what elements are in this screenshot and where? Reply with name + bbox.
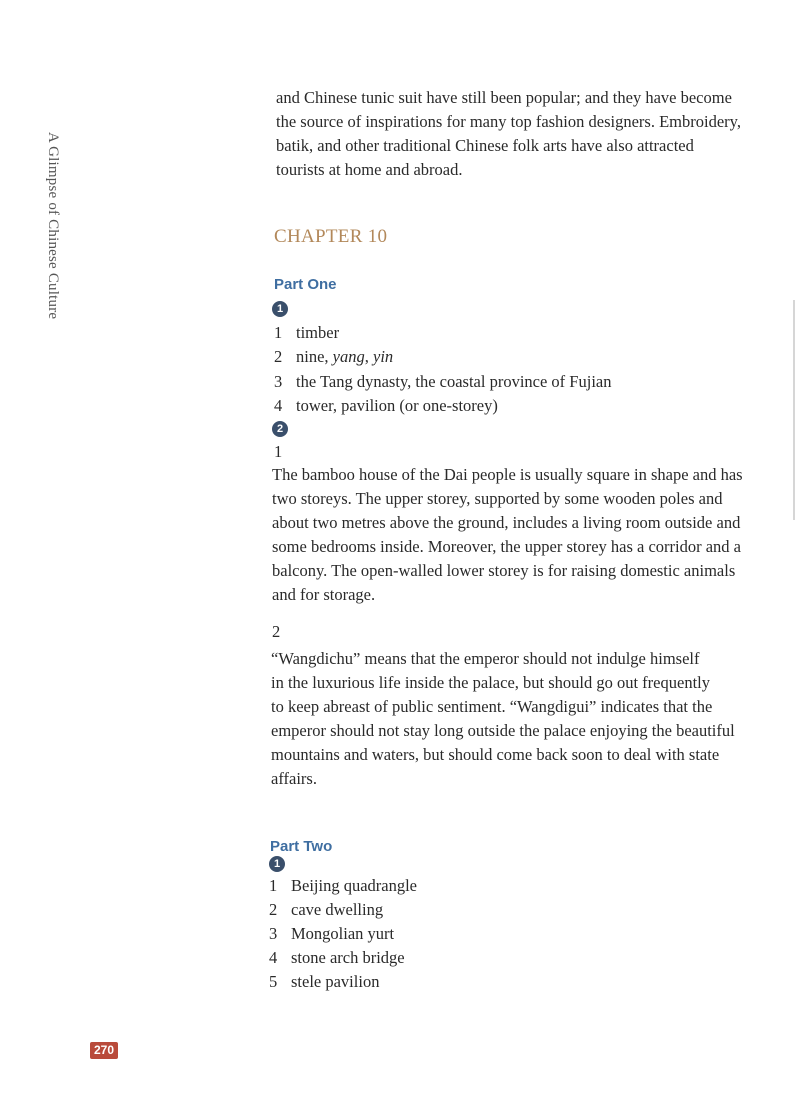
intro-line: and Chinese tunic suit have still been popular; and they have become	[276, 88, 732, 107]
item-text: timber	[296, 323, 340, 342]
item-number: 2	[274, 347, 283, 366]
item-text: nine,	[296, 347, 333, 366]
item-number: 1	[274, 323, 283, 342]
paragraph-line: and for storage.	[272, 585, 376, 604]
list-item	[274, 372, 611, 392]
part-two-title: Part Two	[270, 838, 333, 855]
answer-paragraph	[272, 463, 743, 607]
paragraph-line: to keep abreast of public sentiment. “Wangdigui” indicates that the	[271, 697, 713, 716]
item-text: ,	[364, 347, 373, 366]
item-italic-text: yang	[332, 347, 365, 366]
item-text: Beijing quadrangle	[291, 876, 418, 895]
intro-line: the source of inspirations for many top fashion designers. Embroidery,	[276, 112, 741, 131]
running-head-text: A Glimpse of Chinese Culture	[45, 132, 61, 320]
list-item	[269, 876, 417, 896]
paragraph-line: two storeys. The upper storey, supported by some wooden poles and	[272, 489, 723, 508]
item-number: 3	[269, 924, 278, 943]
paragraph-line: about two metres above the ground, includes a living room outside and	[272, 513, 741, 532]
paragraph-line: some bedrooms inside. Moreover, the upper storey has a corridor and a	[272, 537, 741, 556]
exercise-number-badge: 1	[272, 301, 288, 317]
item-number: 3	[274, 372, 283, 391]
item-text: tower, pavilion (or one-storey)	[296, 396, 498, 415]
intro-paragraph	[276, 86, 741, 182]
list-item	[269, 972, 379, 992]
list-item	[269, 924, 394, 944]
paragraph-line: affairs.	[271, 769, 317, 788]
item-italic-text: yin	[373, 347, 394, 366]
list-item	[274, 396, 498, 416]
paragraph-line: in the luxurious life inside the palace, but should go out frequently	[271, 673, 710, 692]
list-item	[269, 900, 383, 920]
item-text: Mongolian yurt	[291, 924, 395, 943]
page-number-tab: 270	[90, 1042, 118, 1059]
paragraph-line: mountains and waters, but should come back soon to deal with state	[271, 745, 720, 764]
paragraph-line: The bamboo house of the Dai people is usually square in shape and has	[272, 465, 743, 484]
intro-line: tourists at home and abroad.	[276, 160, 463, 179]
paragraph-line: balcony. The open-walled lower storey is for raising domestic animals	[272, 561, 736, 580]
chapter-heading: CHAPTER 10	[274, 226, 388, 247]
list-item	[269, 948, 405, 968]
exercise-number-badge: 1	[269, 856, 285, 872]
list-item	[274, 347, 393, 367]
answer-paragraph	[271, 647, 735, 791]
running-head	[30, 132, 70, 320]
item-text: the Tang dynasty, the coastal province of Fujian	[296, 372, 612, 391]
intro-line: batik, and other traditional Chinese folk arts have also attracted	[276, 136, 694, 155]
exercise-number-badge: 2	[272, 421, 288, 437]
page-edge-shadow	[793, 300, 795, 520]
item-number: 5	[269, 972, 278, 991]
item-text: stele pavilion	[291, 972, 380, 991]
item-text: stone arch bridge	[291, 948, 405, 967]
part-one-title: Part One	[274, 276, 337, 293]
list-item	[274, 323, 339, 343]
item-text: cave dwelling	[291, 900, 384, 919]
item-number: 4	[274, 396, 283, 415]
question-number: 1	[274, 442, 283, 461]
item-number: 4	[269, 948, 278, 967]
item-number: 1	[269, 876, 278, 895]
question-number: 2	[272, 622, 281, 641]
paragraph-line: “Wangdichu” means that the emperor should not indulge himself	[271, 649, 700, 668]
paragraph-line: emperor should not stay long outside the palace enjoying the beautiful	[271, 721, 735, 740]
item-number: 2	[269, 900, 278, 919]
